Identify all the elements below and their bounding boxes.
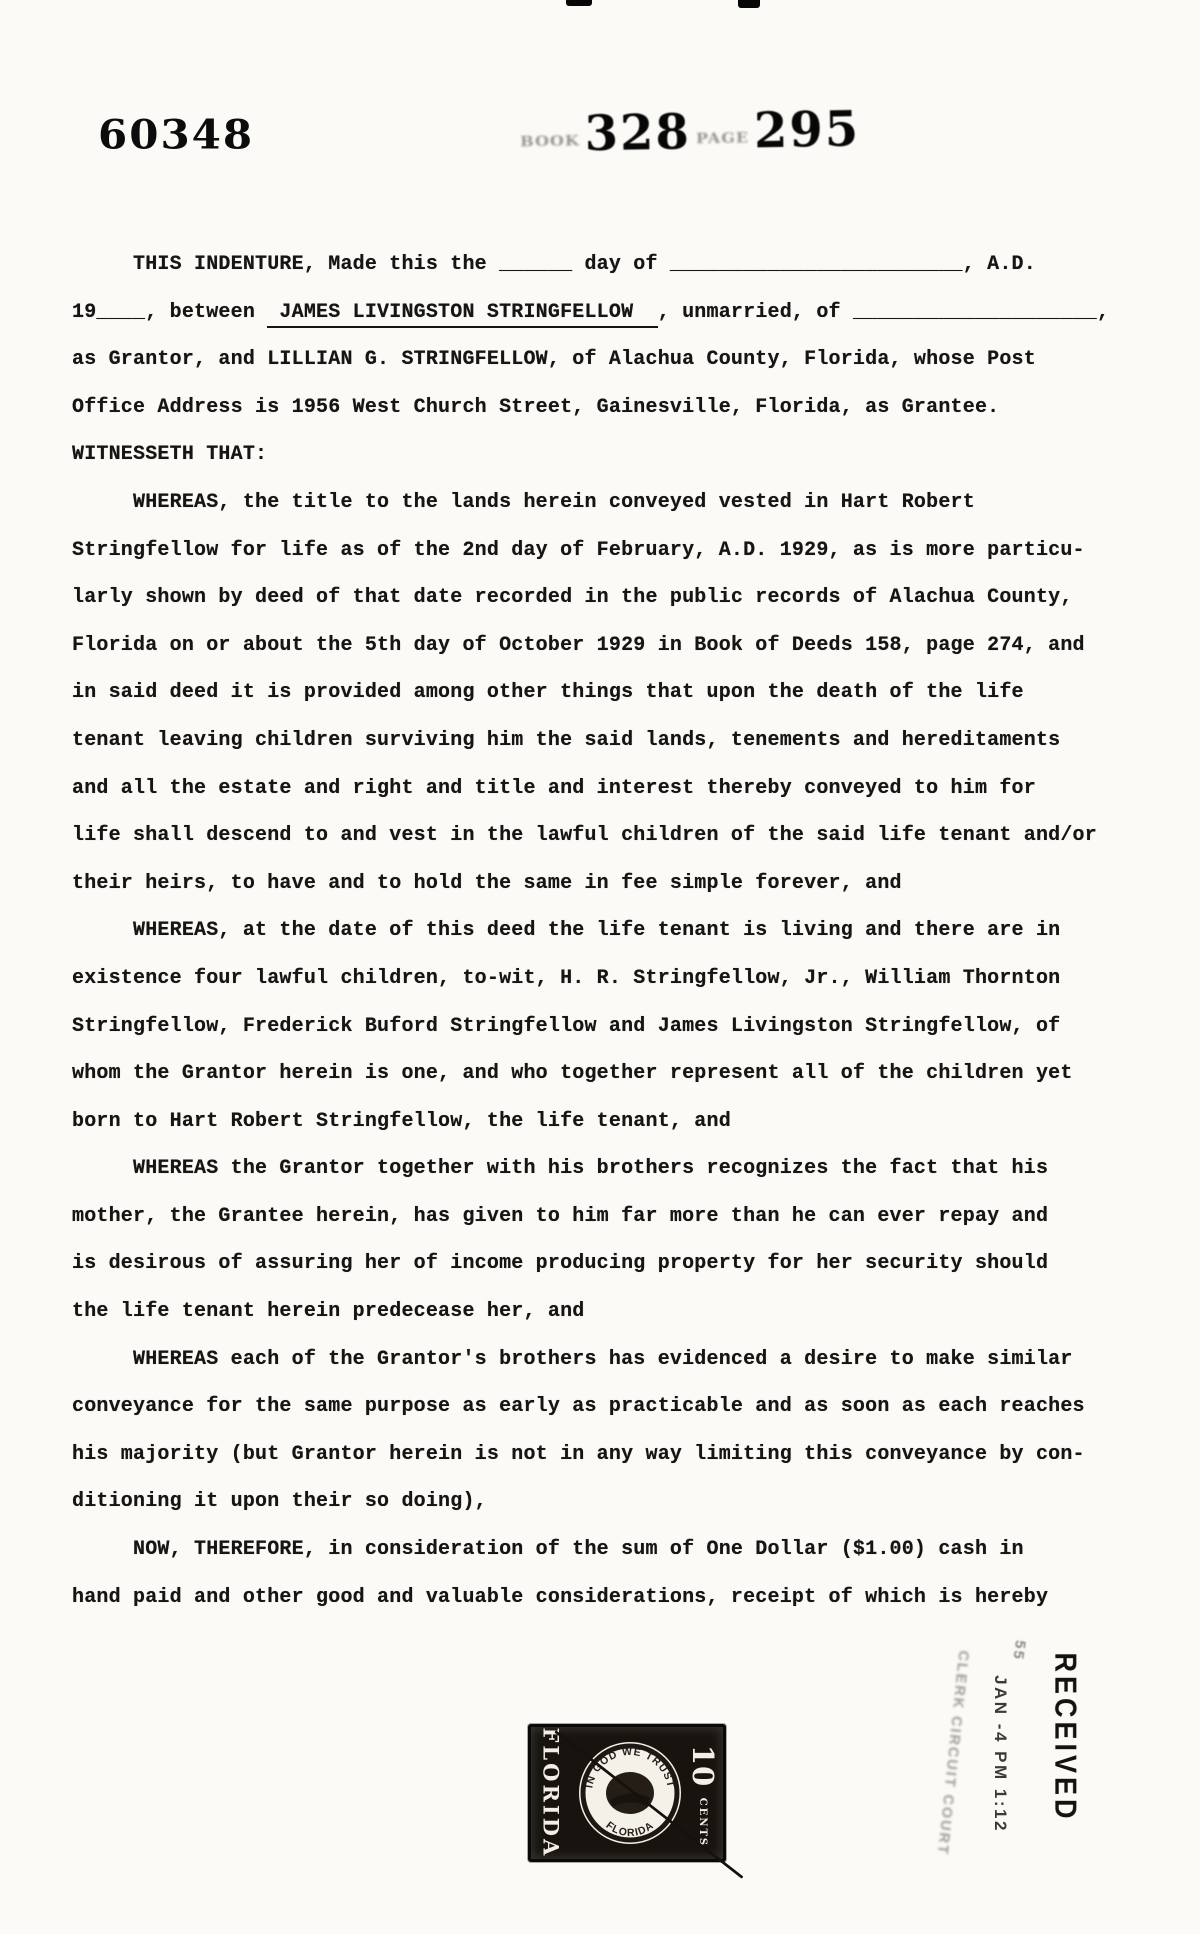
text-line (72, 574, 1142, 622)
text-segment: as Grantor, and LILLIAN G. STRINGFELLOW, of Alachua County, Florida, whose Post (72, 348, 1036, 372)
text-segment: life shall descend to and vest in the lawful children of the said life tenant and/or (72, 824, 1097, 848)
text-segment: existence four lawful children, to-wit, H. R. Stringfellow, Jr., William Thornton (72, 966, 1061, 990)
text-line (72, 765, 1142, 813)
text-segment: WHEREAS each of the Grantor's brothers has evidenced a desire to make similar (72, 1347, 1073, 1371)
text-line (72, 1098, 1142, 1146)
book-label: BOOK (519, 132, 580, 150)
text-segment: Florida on or about the 5th day of October 1929 in Book of Deeds 158, page 274, and (72, 633, 1085, 657)
text-segment: the life tenant herein predecease her, and (72, 1300, 585, 1324)
text-segment: tenant leaving children surviving him the said lands, tenements and hereditaments (72, 728, 1061, 752)
text-segment: THIS INDENTURE, Made this the ______ day of ________________________, A.D. (72, 253, 1036, 276)
text-line (72, 479, 1142, 527)
text-segment: WHEREAS, at the date of this deed the life tenant is living and there are in (72, 919, 1061, 943)
book-page-stamp (519, 100, 861, 163)
text-segment: WITNESSETH THAT: (72, 443, 268, 467)
text-segment: larly shown by deed of that date recorded in the public records of Alachua County, (72, 586, 1073, 610)
book-number: 328 (584, 103, 692, 163)
document-number: 60348 (98, 111, 255, 158)
text-segment: WHEREAS the Grantor together with his brothers recognizes the fact that his (72, 1157, 1049, 1181)
text-line (72, 1574, 1142, 1622)
text-segment: his majority (but Grantor herein is not in any way limiting this conveyance by con- (72, 1442, 1085, 1466)
page-label: PAGE (695, 129, 750, 147)
text-line (72, 384, 1142, 432)
text-line (72, 1050, 1142, 1098)
text-segment: and all the estate and right and title and interest thereby conveyed to him for (72, 776, 1036, 800)
seal-motto-bottom: FLORIDA (603, 1819, 657, 1840)
scan-artifact-mark (738, 0, 760, 8)
text-segment: conveyance for the same purpose as early as practicable and as soon as each reaches (72, 1395, 1085, 1419)
text-segment: NOW, THEREFORE, in consideration of the sum of One Dollar ($1.00) cash in (72, 1538, 1024, 1562)
text-segment: whom the Grantor herein is one, and who together represent all of the children yet (72, 1062, 1073, 1086)
received-stamp-year: 55 (1009, 1639, 1029, 1662)
document-text (72, 241, 1142, 1621)
text-segment: in said deed it is provided among other things that upon the death of the life (72, 681, 1024, 705)
received-stamp-office: CLERK CIRCUIT COURT (933, 1649, 972, 1857)
text-line (72, 1145, 1142, 1193)
text-segment: ditioning it upon their so doing), (72, 1490, 487, 1514)
text-segment: ____________________, (852, 300, 1110, 324)
text-line (72, 527, 1142, 575)
seal-motto-top: IN GOD WE TRUST (583, 1745, 677, 1790)
text-line (72, 622, 1142, 670)
text-line (72, 1431, 1142, 1479)
text-line (72, 812, 1142, 860)
text-line (72, 336, 1142, 384)
text-segment: born to Hart Robert Stringfellow, the life tenant, and (72, 1109, 731, 1133)
underlined-name-segment: JAMES LIVINGSTON STRINGFELLOW (267, 301, 657, 328)
text-line (72, 431, 1142, 479)
text-segment: Stringfellow for life as of the 2nd day of February, A.D. 1929, as is more particu- (72, 538, 1085, 562)
text-line (72, 289, 1142, 337)
received-stamp-datetime: JAN -4 PM 1:12 (991, 1675, 1010, 1833)
text-line (72, 1336, 1142, 1384)
text-line (72, 860, 1142, 908)
text-line (72, 717, 1142, 765)
text-segment: WHEREAS, the title to the lands herein conveyed vested in Hart Robert (72, 490, 975, 514)
text-line (72, 1478, 1142, 1526)
text-line (72, 1240, 1142, 1288)
text-line (72, 669, 1142, 717)
page-number: 295 (753, 100, 861, 160)
text-segment: 19____, between (72, 300, 268, 324)
received-stamp-text: RECEIVED (1048, 1652, 1083, 1823)
text-line (72, 1526, 1142, 1574)
text-segment: hand paid and other good and valuable considerations, receipt of which is hereby (72, 1585, 1049, 1609)
text-line (72, 241, 1142, 289)
text-segment: their heirs, to have and to hold the same in fee simple forever, and (72, 871, 902, 895)
stamp-denomination: 10 CENTS (686, 1744, 720, 1848)
text-segment: , unmarried, of (657, 300, 853, 324)
text-segment: mother, the Grantee herein, has given to him far more than he can ever repay and (72, 1204, 1049, 1228)
text-line (72, 1383, 1142, 1431)
text-segment: is desirous of assuring her of income producing property for her security should (72, 1252, 1049, 1276)
text-line (72, 955, 1142, 1003)
text-line (72, 907, 1142, 955)
text-segment: Office Address is 1956 West Church Street, Gainesville, Florida, as Grantee. (72, 395, 1000, 419)
text-segment: Stringfellow, Frederick Buford Stringfellow and James Livingston Stringfellow, of (72, 1014, 1061, 1038)
state-seal-icon (577, 1740, 683, 1846)
stamp-state-name: FLORIDA (538, 1727, 564, 1859)
text-line (72, 1003, 1142, 1051)
text-line (72, 1193, 1142, 1241)
scan-artifact-mark (566, 0, 592, 6)
text-line (72, 1288, 1142, 1336)
